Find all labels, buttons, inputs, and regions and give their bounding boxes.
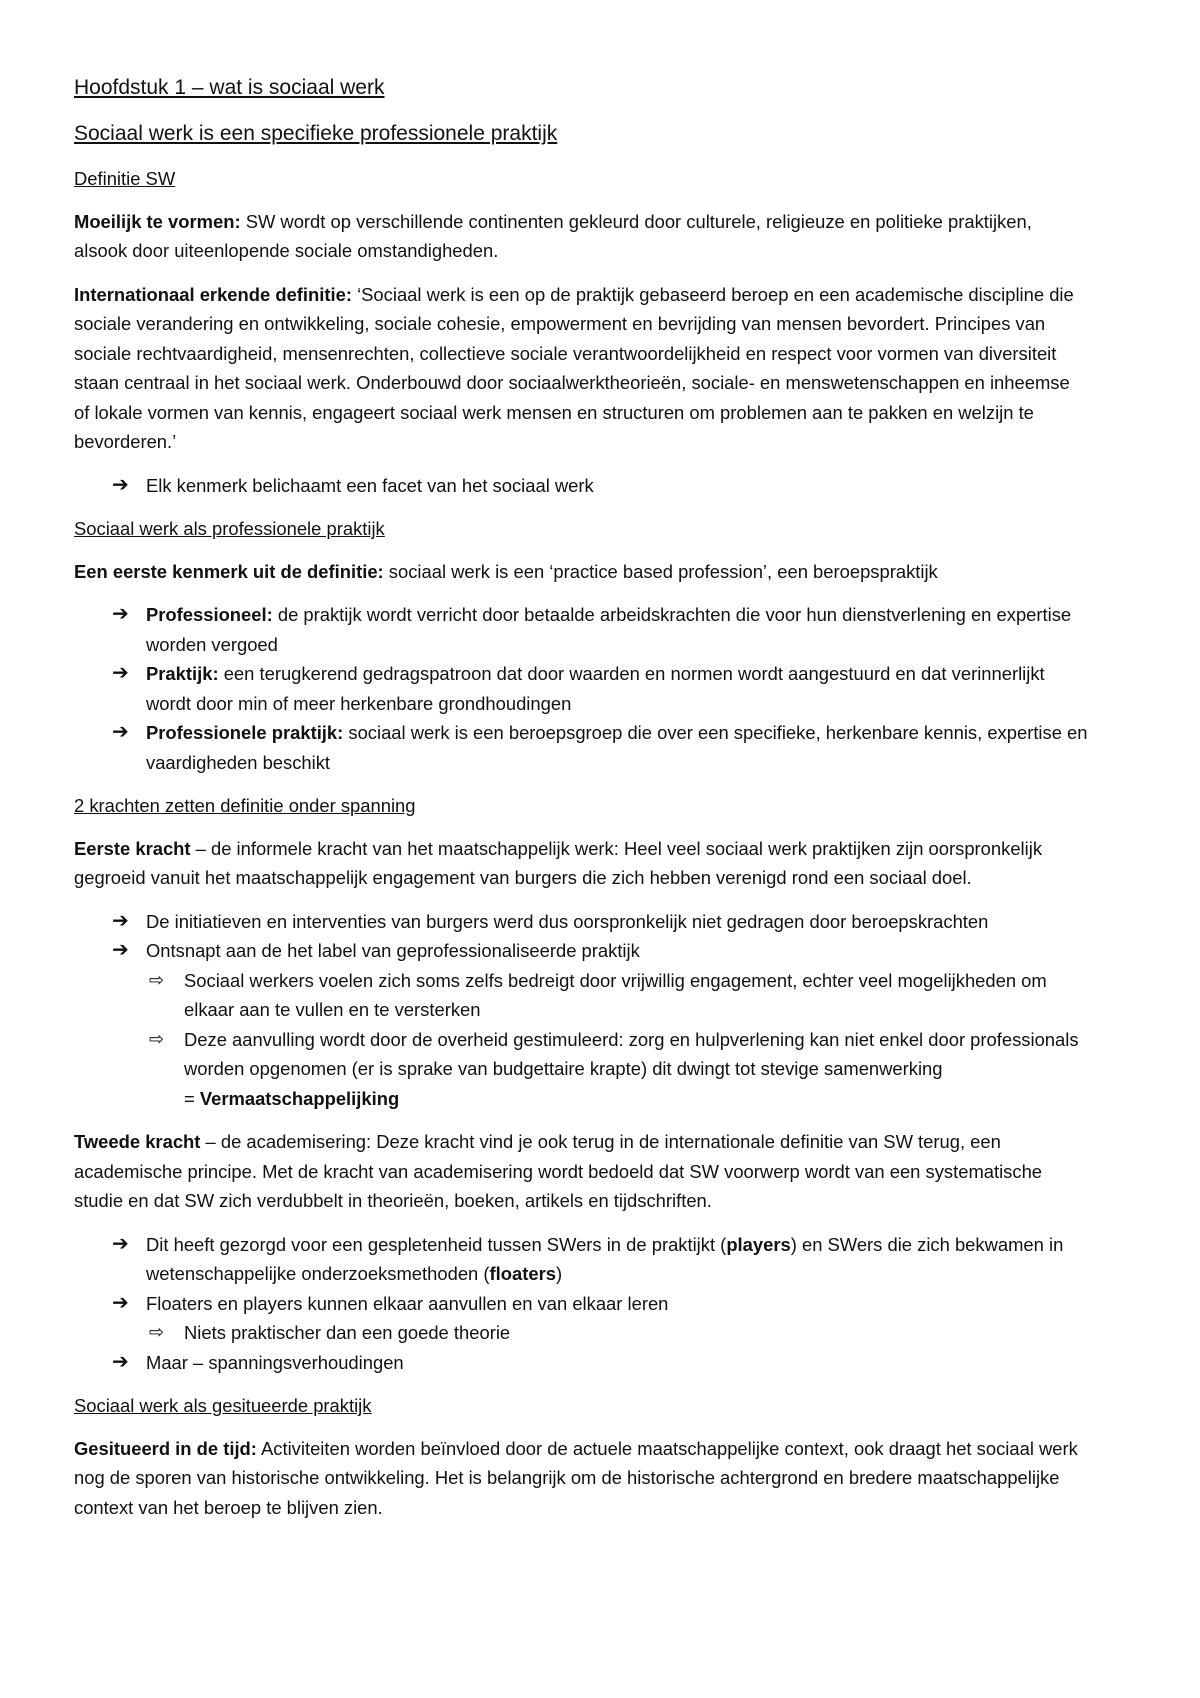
label-eerste-kracht: Eerste kracht xyxy=(74,837,191,859)
arrow-icon: ➔ xyxy=(112,1291,129,1314)
list-item-label: Professioneel: xyxy=(146,604,273,625)
subheading-professioneel: Sociaal werk als professionele praktijk xyxy=(74,518,385,539)
list-professioneel xyxy=(74,600,1088,777)
subheading-krachten: 2 krachten zetten definitie onder spanning xyxy=(74,795,416,816)
list-item-text: Dit heeft gezorgd voor een gespletenheid tussen SWers in de praktijkt ( xyxy=(146,1233,727,1255)
label-moeilijk: Moeilijk te vormen: xyxy=(74,210,241,232)
paragraph-tweede-kracht xyxy=(74,1127,1088,1216)
list-item-text: sociaal werk is een beroepsgroep die over een specifieke, herkenbare kennis, expertise en vaardigheden beschikt xyxy=(146,722,1088,773)
list-item-text: De initiatieven en interventies van burgers werd dus oorspronkelijk niet gedragen door beroepskrachten xyxy=(146,910,989,932)
list-item-text: een terugkerend gedragspatroon dat door waarden en normen wordt aangestuurd en dat verinnerlijkt wordt door min of meer herkenbare grondhoudingen xyxy=(146,663,1045,714)
list-item xyxy=(74,659,1088,718)
paragraph-internationaal xyxy=(74,280,1088,457)
list-item xyxy=(74,600,1088,659)
list-item xyxy=(74,936,1088,966)
text-tweede-kracht: – de academisering: Deze kracht vind je ook terug in de internationale definitie van SW terug, een academische principe. Met de kracht van academisering wordt bedoeld dat SW voorwerp wordt van een systematische studie en dat SW zich verdubbelt in theorieën, boeken, artikels en tijdschriften. xyxy=(74,1131,1043,1211)
list-item-label: Professionele praktijk: xyxy=(146,722,344,743)
paragraph-gesitueerd xyxy=(74,1434,1088,1523)
floaters-term: floaters xyxy=(489,1263,556,1284)
list-item-text: Floaters en players kunnen elkaar aanvullen en van elkaar leren xyxy=(146,1292,669,1314)
hollow-arrow-icon: ⇨ xyxy=(149,969,165,990)
label-tweede-kracht: Tweede kracht xyxy=(74,1131,201,1152)
vermaatschappelijking-label: Vermaatschappelijking xyxy=(199,1087,400,1109)
text-moeilijk: SW wordt op verschillende continenten gekleurd door culturele, religieuze en politieke praktijken, alsook door uiteenlopende sociale omstandigheden. xyxy=(74,210,1032,261)
equals-prefix: = xyxy=(184,1087,200,1109)
text-gesitueerd: Activiteiten worden beïnvloed door de actuele maatschappelijke context, ook draagt het sociaal werk nog de sporen van historische ontwikkeling. Het is belangrijk om de historische achtergrond en bredere maatschappelijke context van het beroep te blijven zien. xyxy=(74,1437,1078,1518)
list-item-label: Praktijk: xyxy=(146,663,219,684)
list-item-text: Maar – spanningsverhoudingen xyxy=(146,1351,404,1373)
arrow-icon: ➔ xyxy=(112,721,129,743)
sub-list-item-text: Sociaal werkers voelen zich soms zelfs bedreigt door vrijwillig engagement, echter veel mogelijkheden om elkaar aan te vullen en te versterken xyxy=(184,969,1047,1020)
paragraph-eerste-kenmerk xyxy=(74,557,1088,587)
arrow-icon: ➔ xyxy=(112,909,129,932)
section-heading: Sociaal werk is een specifieke professionele praktijk xyxy=(74,122,558,145)
paragraph-moeilijk xyxy=(74,207,1088,266)
sub-list-item xyxy=(74,1025,1088,1084)
text-internationaal: ‘Sociaal werk is een op de praktijk gebaseerd beroep en een academische discipline die sociale verandering en ontwikkeling, sociale cohesie, empowerment en bevrijding van mensen bevordert. Principes van sociale rechtvaardigheid, mensenrechten, collectieve sociale verantwoordelijkheid en respect voor vormen van diversiteit staan centraal in het sociaal werk. Onderbouwd door sociaalwerktheorieën, sociale- en menswetenschappen en inheemse of lokale vormen van kennis, engageert sociaal werk mensen en structuren om problemen aan te pakken en welzijn te bevorderen.’ xyxy=(74,283,1074,452)
list-item xyxy=(74,1230,1088,1289)
arrow-icon: ➔ xyxy=(112,939,129,961)
label-gesitueerd: Gesitueerd in de tijd: xyxy=(74,1437,257,1459)
arrow-icon: ➔ xyxy=(112,473,129,496)
subheading-gesitueerd: Sociaal werk als gesitueerde praktijk xyxy=(74,1395,372,1416)
hollow-arrow-icon: ⇨ xyxy=(149,1322,165,1342)
arrow-icon: ➔ xyxy=(112,603,129,625)
chapter-title: Hoofdstuk 1 – wat is sociaal werk xyxy=(74,76,385,99)
list-item xyxy=(74,1289,1088,1319)
list-tweede-kracht xyxy=(74,1230,1088,1378)
arrow-icon: ➔ xyxy=(112,1232,129,1255)
vermaatschappelijking-line xyxy=(74,1084,1088,1114)
paragraph-eerste-kracht xyxy=(74,834,1088,893)
list-item xyxy=(74,718,1088,777)
list-item-text: Ontsnapt aan de het label van geprofessionaliseerde praktijk xyxy=(146,940,640,961)
list-item-text: de praktijk wordt verricht door betaalde arbeidskrachten die voor hun dienstverlening en expertise worden vergoed xyxy=(146,604,1072,655)
subheading-definitie: Definitie SW xyxy=(74,168,176,189)
arrow-icon: ➔ xyxy=(112,662,129,684)
sub-list-item xyxy=(74,1318,1088,1348)
sub-list-item-text: Deze aanvulling wordt door de overheid gestimuleerd: zorg en hulpverlening kan niet enkel door professionals worden opgenomen (er is sprake van budgettaire krapte) dit dwingt tot stevige samenwerking xyxy=(184,1028,1079,1079)
list-item-text: ) en SWers die zich bekwamen in wetenschappelijke onderzoeksmethoden ( xyxy=(146,1233,1064,1284)
list-item-text: Elk kenmerk belichaamt een facet van het sociaal werk xyxy=(146,474,594,496)
text-eerste-kenmerk: sociaal werk is een ‘practice based profession’, een beroepspraktijk xyxy=(383,560,938,582)
players-term: players xyxy=(726,1233,791,1255)
list-item xyxy=(74,907,1088,937)
text-eerste-kracht: – de informele kracht van het maatschappelijk werk: Heel veel sociaal werk praktijken zijn oorspronkelijk gegroeid vanuit het maatschappelijk engagement van burgers die zich hebben verenigd rond een sociaal doel. xyxy=(74,837,1043,888)
list-item xyxy=(74,1348,1088,1378)
sub-list-item xyxy=(74,966,1088,1025)
list-item xyxy=(74,471,1088,501)
list-kenmerk xyxy=(74,471,1088,501)
list-eerste-kracht xyxy=(74,907,1088,1114)
arrow-icon: ➔ xyxy=(112,1350,129,1373)
list-item-text: ) xyxy=(555,1263,563,1284)
label-internationaal: Internationaal erkende definitie: xyxy=(74,283,352,305)
hollow-arrow-icon: ⇨ xyxy=(149,1028,165,1049)
sub-list-item-text: Niets praktischer dan een goede theorie xyxy=(184,1322,511,1343)
label-eerste-kenmerk: Een eerste kenmerk uit de definitie: xyxy=(74,560,384,582)
